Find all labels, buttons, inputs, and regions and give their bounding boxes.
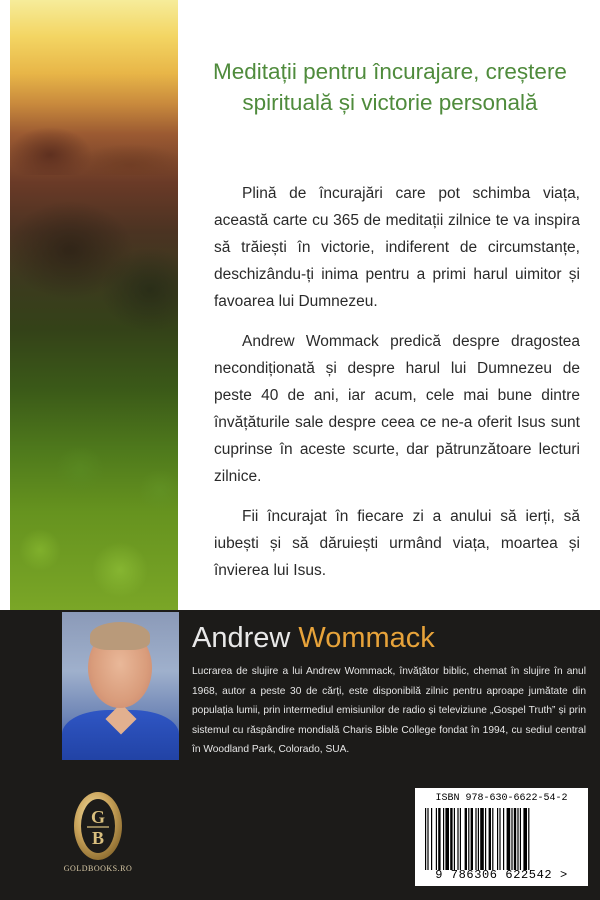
description-paragraph: Andrew Wommack predică despre dragostea necondiționată și despre harul lui Dumnezeu de peste 40 de ani, iar acum, cele mai bune dintre învățăturile sale despre ceea ce ne-a oferit Isus sunt cuprinse în aceste scurte, dar pătrunzătoare lecturi zilnice. [214,333,580,485]
isbn-label: ISBN 978-630-6622-54-2 [435,793,568,804]
landscape-photo [10,0,178,610]
barcode-bars [421,808,582,870]
author-photo [62,612,179,760]
publisher-logo-icon [62,790,134,862]
publisher-name: GOLDBOOKS.RO [63,864,133,873]
description-paragraph: Fii încurajat în fiecare zi a anului să ierți, să iubești și să dăruiești urmând viața, moartea și învierea lui Isus. [214,508,580,579]
author-last-name: Wommack [298,622,435,654]
isbn-barcode [415,788,588,886]
author-name [192,620,435,656]
description-paragraph: Plină de încurajări care pot schimba viața, această carte cu 365 de meditații zilnice te va inspira să trăiești în victorie, indiferent de circumstanțe, deschizându-ți inima pentru a primi harul uimitor și favoarea lui Dumnezeu. [214,185,580,310]
cover-tagline: Meditații pentru încurajare, creștere spirituală și victorie personală [213,59,567,115]
description-text [214,180,580,597]
logo-letter-b: B [91,828,105,848]
author-bio: Lucrarea de slujire a lui Andrew Wommack, învățător biblic, chemat în slujire în anul 1968, autor a peste 30 de cărți, este disponibilă zilnic pentru aproape jumătate din populația lumii, prin intermediul emisiunilor de radio și televiziune „Gospel Truth” și prin sistemul cu răspândire mondială Charis Bible College fondat în 1994, cu sediul central în Woodland Park, Colorado, SUA. [192,666,586,755]
logo-letter-g: G [90,807,106,827]
author-first-name: Andrew [192,622,291,654]
barcode-digits: 9 786306 622542 > [435,868,568,882]
